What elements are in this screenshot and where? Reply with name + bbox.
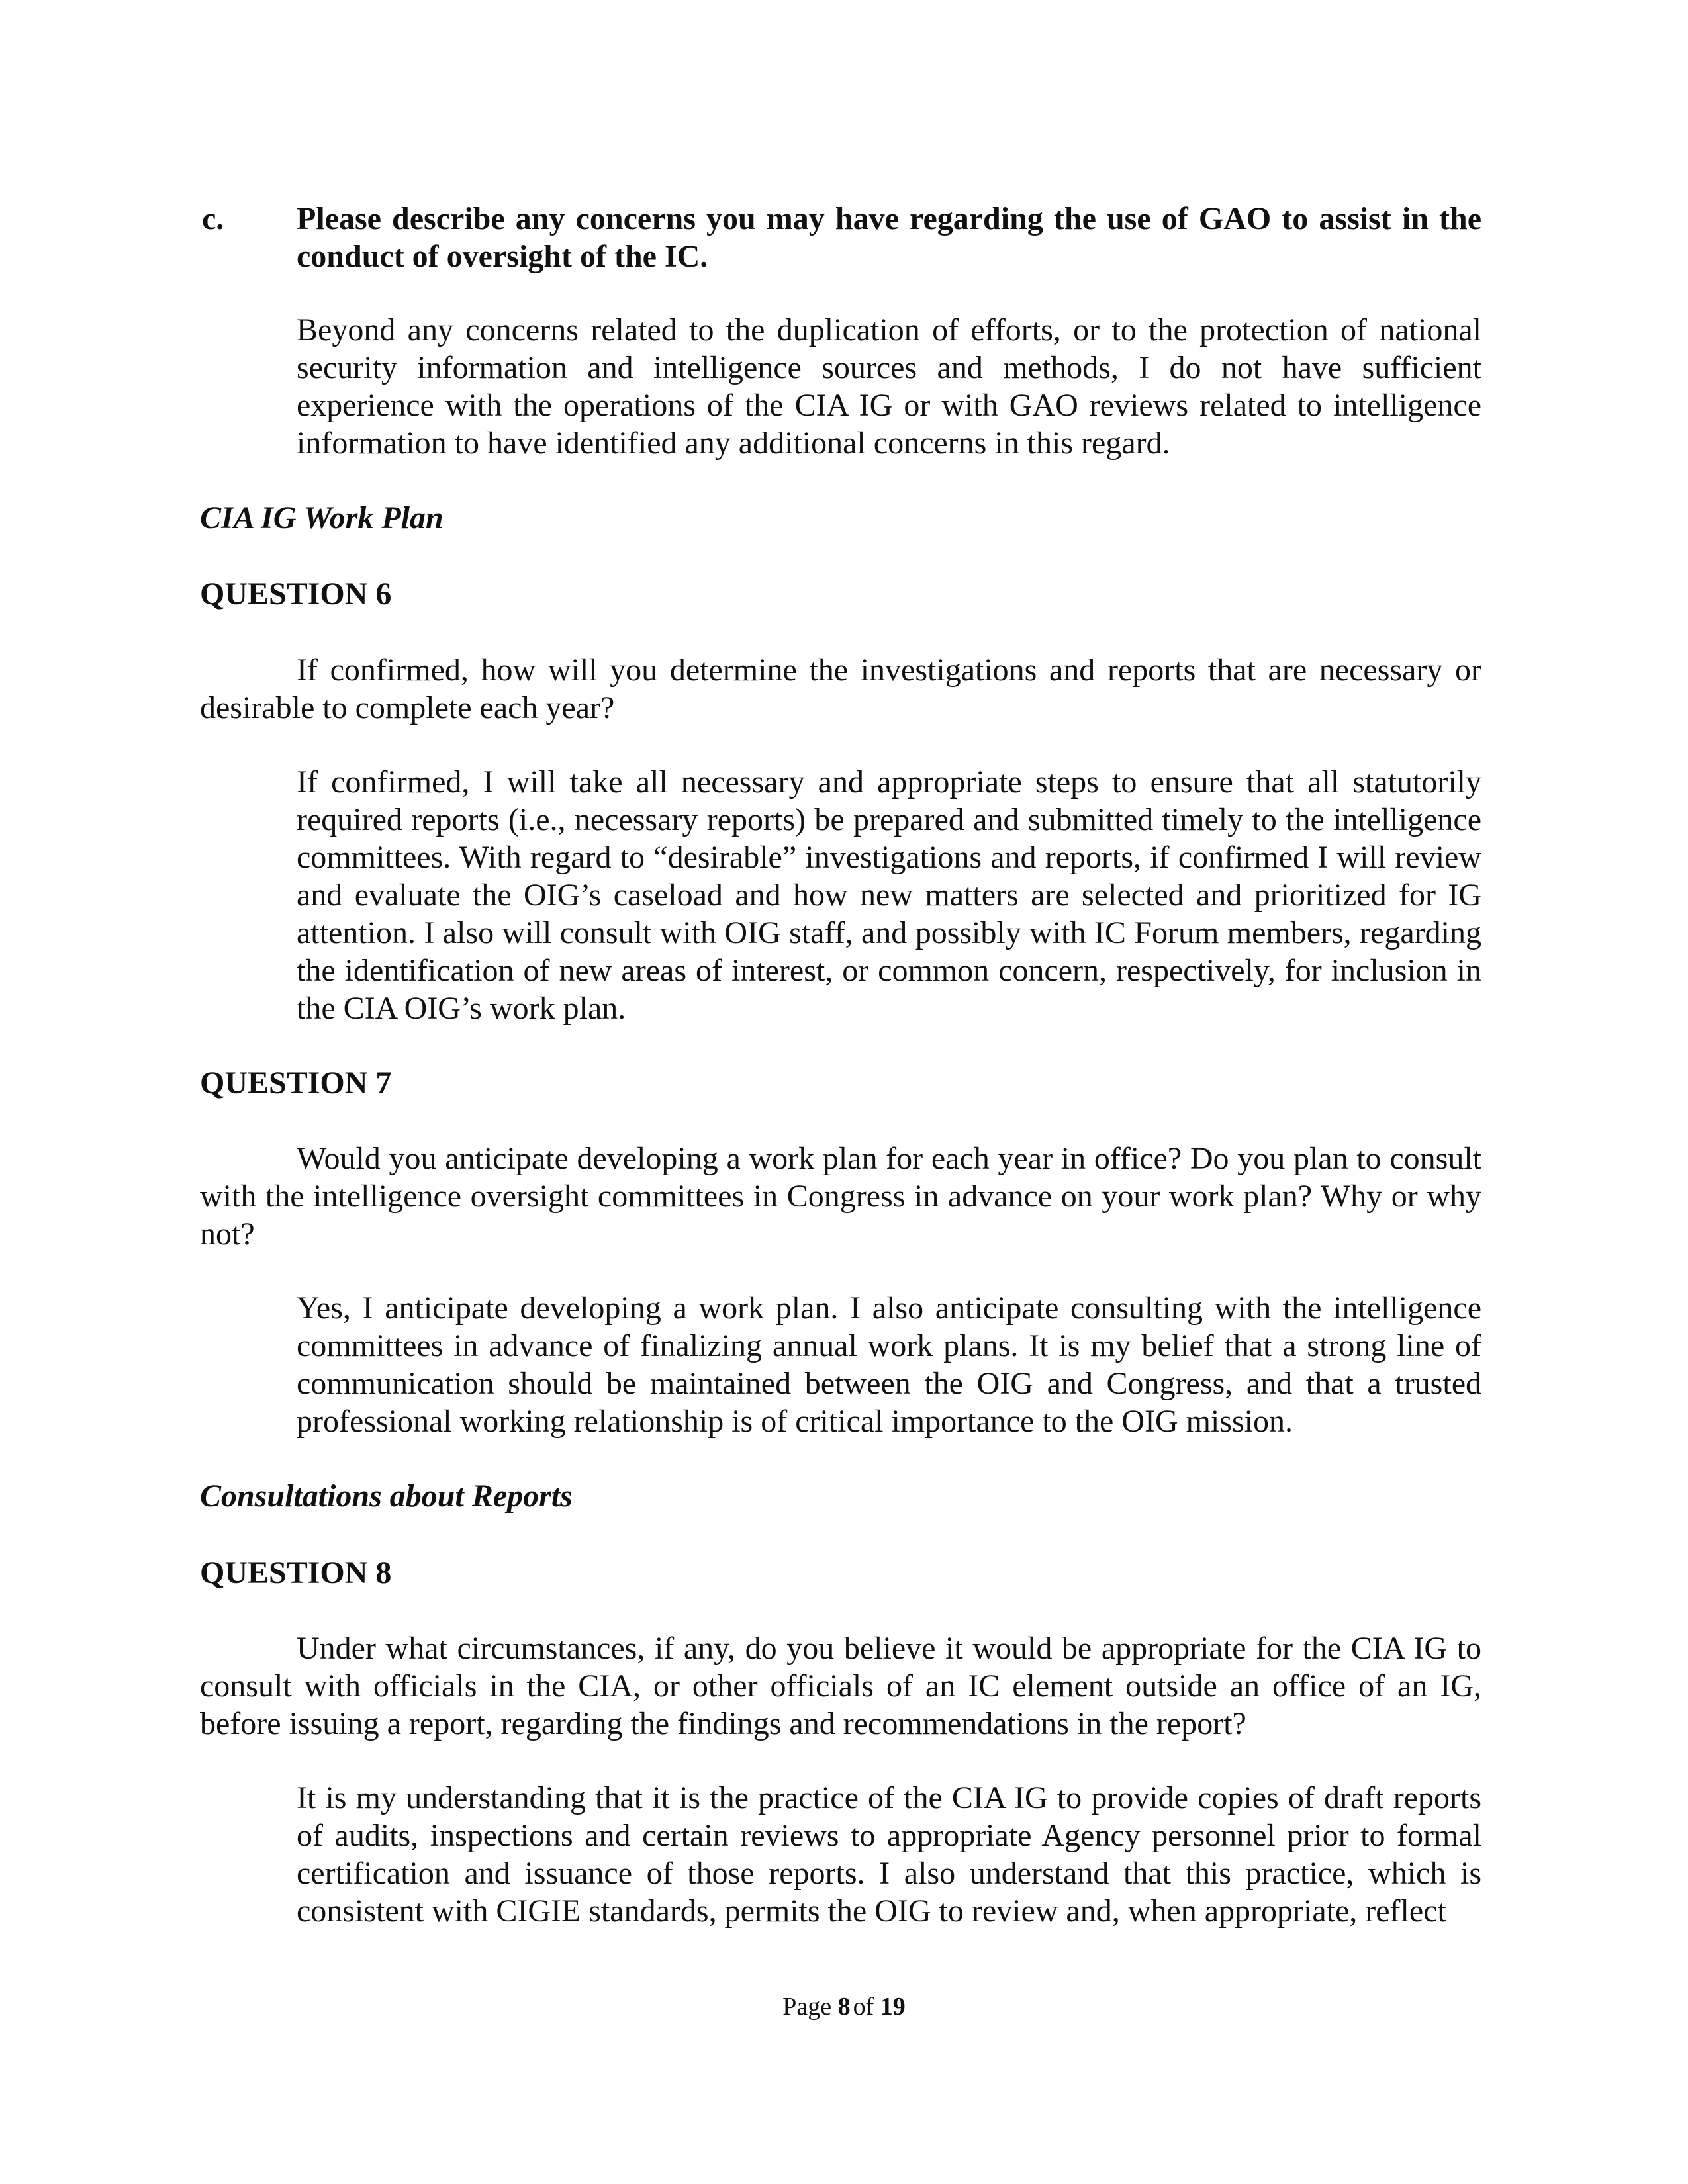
footer-page-total: 19 [880,1993,906,2021]
item-c-marker: c. [202,201,224,236]
item-c-question: Please describe any concerns you may have regarding the use of GAO to assist in the conduct of oversight of the IC. [297,201,1481,274]
section-heading-consultations: Consultations about Reports [200,1479,573,1514]
item-c-answer: Beyond any concerns related to the duplication of efforts, or to the protection of national security information and intelligence sources and methods, I do not have sufficient experience with the operations of the CIA IG or with GAO reviews related to intelligence information to have identified any additional concerns in this regard. [297,312,1481,461]
page-number-footer [0,1992,1688,2021]
section-heading-work-plan: CIA IG Work Plan [200,500,444,535]
question-7-answer: Yes, I anticipate developing a work plan. I also anticipate consulting with the intelligence committees in advance of finalizing annual work plans. It is my belief that a strong line of communication should be maintained between the OIG and Congress, and that a trusted professional working relationship is of critical importance to the OIG mission. [297,1291,1481,1439]
question-8-heading: QUESTION 8 [200,1555,392,1590]
question-6-text: If confirmed, how will you determine the investigations and reports that are necessary or desirable to complete each year? [200,653,1481,725]
footer-page-of: of [853,1993,874,2021]
question-8-text: Under what circumstances, if any, do you believe it would be appropriate for the CIA IG to consult with officials in the CIA, or other officials of an IC element outside an office of an IG, before issuing a report, regarding the findings and recommendations in the report? [200,1631,1481,1741]
footer-page-current: 8 [837,1993,851,2021]
question-6-heading: QUESTION 6 [200,576,392,612]
footer-page-word: Page [782,1993,832,2021]
question-7-text: Would you anticipate developing a work plan for each year in office? Do you plan to consult with the intelligence oversight committees in Congress in advance on your work plan? Why or why not? [200,1141,1481,1251]
question-6-answer: If confirmed, I will take all necessary and appropriate steps to ensure that all statutorily required reports (i.e., necessary reports) be prepared and submitted timely to the intelligence committees. With regard to “desirable” investigations and reports, if confirmed I will review and evaluate the OIG’s caseload and how new matters are selected and prioritized for IG attention. I also will consult with OIG staff, and possibly with IC Forum members, regarding the identification of new areas of interest, or common concern, respectively, for inclusion in the CIA OIG’s work plan. [297,764,1481,1026]
question-7-heading: QUESTION 7 [200,1066,392,1101]
question-8-answer: It is my understanding that it is the practice of the CIA IG to provide copies of draft reports of audits, inspections and certain reviews to appropriate Agency personnel prior to formal certification and issuance of those reports. I also understand that this practice, which is consistent with CIGIE standards, permits the OIG to review and, when appropriate, reflect [297,1780,1481,1929]
